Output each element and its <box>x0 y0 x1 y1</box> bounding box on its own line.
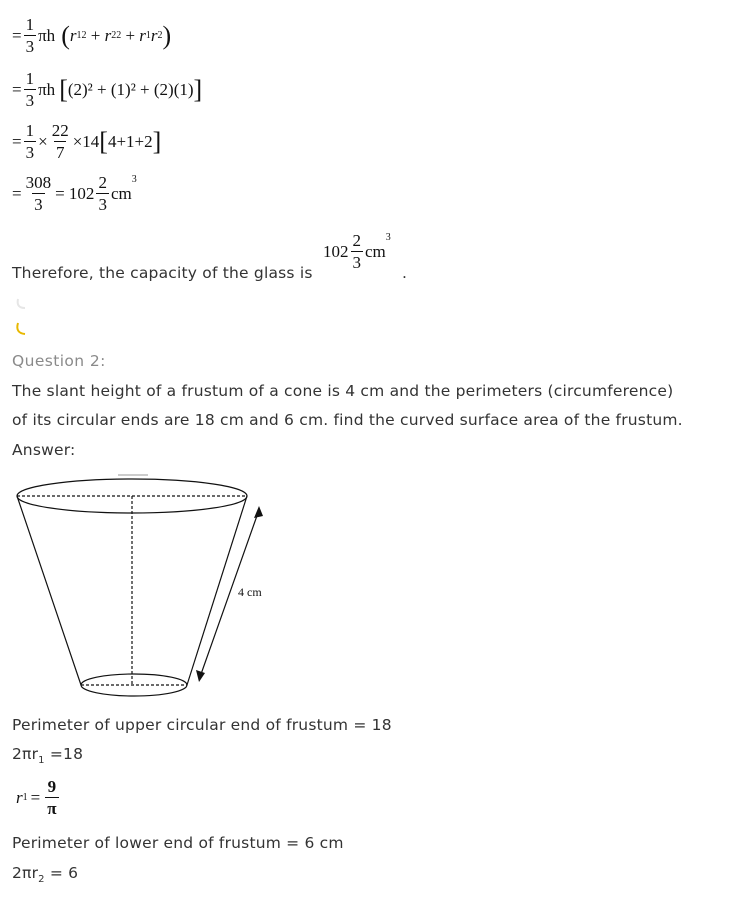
arrow-head-top <box>254 506 263 518</box>
fraction-one-third: $\frac{1}{3}$ <box>25 15 35 56</box>
fraction-one-third: $\frac{1}{3}$ <box>25 69 35 110</box>
frustum-figure <box>10 470 280 702</box>
fraction-308-3: $\frac{308}{3}$ <box>25 173 52 214</box>
fraction-two-thirds: $\frac{2}{3}$ <box>352 231 361 272</box>
math-line-4: = $\frac{308}{3}$ = 102 $\frac{2}{3}$ cm $^3$ <box>12 173 137 214</box>
conclusion-text: Therefore, the capacity of the glass is <box>12 264 313 282</box>
question-text-line-2: of its circular ends are 18 cm and 6 cm. find the curved surface area of the frustum. <box>12 411 683 429</box>
question-heading: Question 2: <box>12 352 106 370</box>
math-line-3: = $\frac{1}{3}$ × $\frac{22}{7}$ ×14 [ 4+1+2 ] <box>12 121 162 162</box>
math-line-1: = $\frac{1}{3}$ πh ( r 1 2 + r 2 2 + r 1 r 2 ) <box>12 15 172 56</box>
fraction-two-thirds: $\frac{2}{3}$ <box>98 173 107 214</box>
equals-sign: = <box>12 25 22 45</box>
fraction-22-7: $\frac{22}{7}$ <box>51 121 69 162</box>
conclusion-period: . <box>402 264 408 282</box>
solution-line-5: $2\pi r_2 = 6$ <box>12 864 79 886</box>
arrow-head-bottom <box>196 670 205 682</box>
solution-line-2: $2\pi r_1 =18$ <box>12 745 84 767</box>
fraction-9-over-pi: $\frac{9}{\pi}$ <box>47 777 57 818</box>
solution-line-4: Perimeter of lower end of frustum = 6 cm <box>12 834 344 852</box>
solution-r1-equation: r 1 = $\frac{9}{\pi}$ <box>16 777 57 818</box>
loader-arc-faint <box>18 299 25 308</box>
fraction-one-third: $\frac{1}{3}$ <box>25 121 35 162</box>
capacity-value: 102 $\frac{2}{3}$ cm $^3$ <box>323 231 391 272</box>
left-slant-edge <box>17 496 81 685</box>
slant-height-label: 4 cm <box>238 585 262 599</box>
loader-arc-gold <box>17 323 25 334</box>
solution-line-1: Perimeter of upper circular end of frustum = 18 <box>12 716 392 734</box>
question-text-line-1: The slant height of a frustum of a cone is 4 cm and the perimeters (circumference) <box>12 382 674 400</box>
math-line-2: = $\frac{1}{3}$ πh [ (2)² + (1)² + (2)(1) ] <box>12 69 203 110</box>
answer-label: Answer: <box>12 441 76 459</box>
loader-icon <box>12 296 32 344</box>
